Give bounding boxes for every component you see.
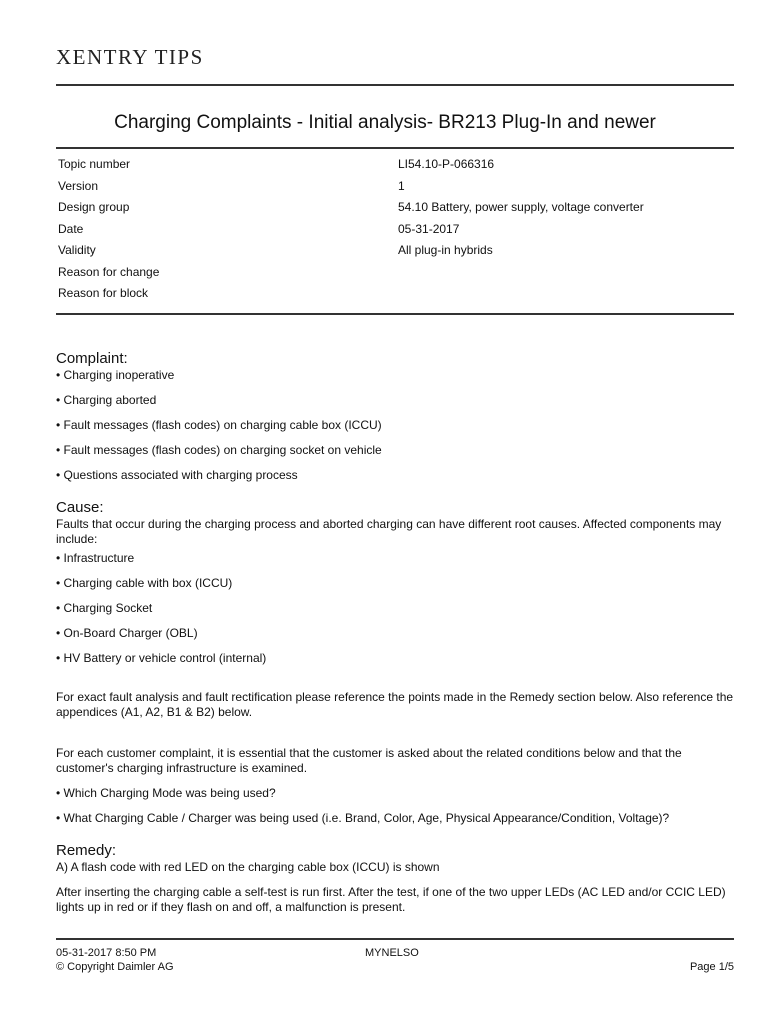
remedy-line-a: A) A flash code with red LED on the charging cable box (ICCU) is shown bbox=[56, 860, 440, 874]
metadata-table bbox=[58, 157, 734, 308]
metadata-label: Reason for change bbox=[58, 264, 160, 279]
cause-heading: Cause: bbox=[56, 499, 104, 516]
question-item: • What Charging Cable / Charger was being used (i.e. Brand, Color, Age, Physical Appearance/Condition, Voltage)? bbox=[56, 811, 670, 825]
metadata-label: Validity bbox=[58, 243, 96, 257]
remedy-reference-paragraph: For exact fault analysis and fault rectification please reference the points made in the Remedy section below. Also reference the appendices (A1, A2, B1 & B2) below. bbox=[56, 690, 734, 719]
cause-item: • On-Board Charger (OBL) bbox=[56, 626, 198, 640]
metadata-value: LI54.10-P-066316 bbox=[398, 157, 495, 171]
metadata-label: Reason for block bbox=[58, 286, 149, 300]
xentry-tips-logo: XENTRY TIPS bbox=[56, 45, 204, 69]
metadata-row bbox=[58, 222, 734, 244]
document-body bbox=[56, 350, 736, 919]
footer-left bbox=[56, 946, 174, 974]
metadata-label: Design group bbox=[58, 200, 130, 214]
customer-conditions-paragraph: For each customer complaint, it is essential that the customer is asked about the related conditions below and that the customer's charging infrastructure is examined. bbox=[56, 746, 682, 775]
footer-divider bbox=[56, 938, 734, 940]
metadata-value: All plug-in hybrids bbox=[398, 243, 493, 257]
metadata-divider bbox=[56, 313, 734, 315]
print-datetime: 05-31-2017 8:50 PM bbox=[56, 947, 157, 959]
question-item: • Which Charging Mode was being used? bbox=[56, 786, 276, 800]
metadata-label: Topic number bbox=[58, 157, 131, 171]
copyright-text: © Copyright Daimler AG bbox=[56, 961, 174, 973]
page-number: Page 1/5 bbox=[689, 961, 734, 973]
metadata-label: Date bbox=[58, 221, 84, 236]
document-title: Charging Complaints - Initial analysis- BR213 Plug-In and newer bbox=[114, 112, 656, 133]
complaint-item: • Questions associated with charging process bbox=[56, 468, 298, 482]
footer-user: MYNELSO bbox=[365, 947, 419, 959]
metadata-row bbox=[58, 179, 734, 201]
metadata-row bbox=[58, 200, 734, 222]
cause-intro: Faults that occur during the charging process and aborted charging can have different root causes. Affected components may include: bbox=[56, 517, 722, 546]
cause-item: • HV Battery or vehicle control (internal) bbox=[56, 651, 267, 665]
complaint-item: • Fault messages (flash codes) on charging cable box (ICCU) bbox=[56, 418, 382, 432]
metadata-row bbox=[58, 286, 734, 308]
remedy-self-test-paragraph: After inserting the charging cable a self-test is run first. After the test, if one of the two upper LEDs (AC LED and/or CCIC LED) lights up in red or if they flash on and off, a malfunction is present. bbox=[56, 885, 726, 914]
metadata-value: 1 bbox=[398, 178, 405, 193]
complaint-item: • Charging aborted bbox=[56, 393, 157, 407]
complaint-item: • Charging inoperative bbox=[56, 368, 175, 382]
header-divider bbox=[56, 84, 734, 86]
remedy-heading: Remedy: bbox=[56, 842, 117, 859]
metadata-label: Version bbox=[58, 178, 99, 193]
complaint-item: • Fault messages (flash codes) on charging socket on vehicle bbox=[56, 443, 382, 457]
cause-item: • Charging Socket bbox=[56, 601, 153, 615]
metadata-row bbox=[58, 157, 734, 179]
cause-item: • Charging cable with box (ICCU) bbox=[56, 576, 233, 590]
metadata-value: 54.10 Battery, power supply, voltage converter bbox=[398, 200, 644, 214]
complaint-heading: Complaint: bbox=[56, 350, 128, 367]
metadata-row bbox=[58, 265, 734, 287]
cause-item: • Infrastructure bbox=[56, 551, 135, 565]
metadata-value: 05-31-2017 bbox=[398, 221, 460, 236]
metadata-row bbox=[58, 243, 734, 265]
title-divider bbox=[56, 147, 734, 149]
